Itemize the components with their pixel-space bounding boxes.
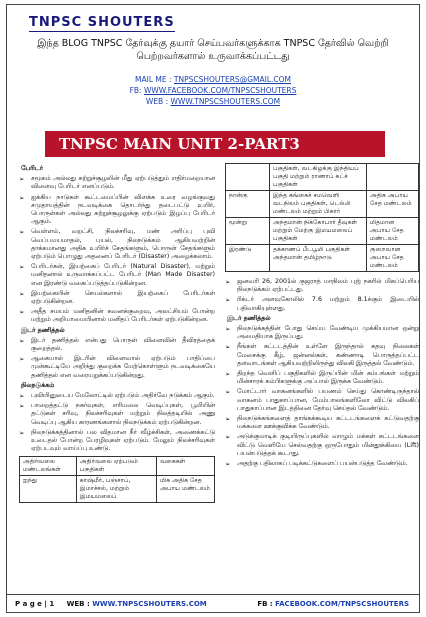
disaster-list [19, 175, 215, 324]
list-item: ➢ பாறைத்தட்டு நகர்வுகள், எரிமலை வெடிப்புகள், பூமியின் தட்டுகள் சரிவு, நிலச்சரிவுகள் மற்றும் நிலத்தடியில் அணு வெடிப்பு ஆகிய காரணங்களால் நிலநடுக்கம் ஏற்படுகின்றன. [19, 402, 215, 427]
table-cell: மிக அதிக சேத அபாய மண்டலம் [157, 475, 215, 502]
table-cell: அந்தமான் நிக்கோபார் தீவுகள் மற்றும் மேற்கு இமயமலைப் பகுதிகள் [270, 218, 367, 245]
table-cell [367, 164, 419, 191]
list-item: ➢ இயற்கையின் செயல்களால் இயற்கைப் பேரிடர்கள் ஏற்படுகின்றன. [19, 290, 215, 306]
footer-fb [257, 595, 409, 613]
earthquake-list [19, 392, 215, 453]
bhuj-facts-list [225, 278, 419, 313]
mitigation-list [19, 337, 215, 380]
web-link[interactable]: WWW.TNPSCSHOUTERS.COM [170, 97, 281, 106]
right-column [225, 163, 419, 470]
table-cell: மூன்று [226, 218, 270, 245]
list-item: ➢ மோட்டார் வாகனங்களில் பயணம் செய்து கொண்டிருந்தால் வாகனம் பாதுகாப்பான, மேம்பாலங்களிலோ விட்டு விலகிப் பாதுகாப்பான இடத்தினை தேர்வு செய்தல் வேண்டும். [225, 388, 419, 413]
section-heading-mitigation-2: இடர் தணித்தல் [227, 314, 271, 322]
table-header-cell: அதிர்வலை ஏற்படும் பகுதிகள் [76, 456, 156, 475]
footer-fb-link[interactable]: FACEBOOK.COM/TNPSCSHOUTERS [275, 600, 409, 608]
list-item: ➢ ஐக்கிய நாடுகள் கூட்டமைப்பின் விளக்க உரை வழங்குவது சமுதாயத்தின் நடவடிக்கை தொடர்ந்து தடைபட்டு உயிர், பொருள்கள் அல்லது சுற்றுச்சூழலுக்கு ஏற்படும் இழப்பு பேரிடர் ஆகும். [19, 194, 215, 227]
site-logo: TNPSC SHOUTERS [29, 15, 175, 30]
table-header-cell: அதிர்வலை மண்டலங்கள் [20, 456, 77, 475]
list-item: ➢ ஆகையால் இடரின் விளைவால் ஏற்படும் பாதிப்பை முன்கூட்டியே அறிந்து குறைக்க மேற்கொள்ளும் நடவடிக்கையே தணித்தல் என வரையறுக்கப்படுகின்றது. [19, 355, 215, 380]
list-item: ➢ ரிக்டர் அளவுகோலில் 7.6 மற்றும் 8.1க்கும் இடையில் பதிவாகியுள்ளது. [225, 296, 419, 312]
list-item: ➢ அதற்கு பதிலாகப் படிக்கட்டுகளைப் பயன்படுத்த வேண்டும். [225, 460, 419, 468]
fb-line [7, 86, 419, 95]
section-heading-disaster: பேரிடர் [21, 165, 43, 172]
table-cell: இந்த கங்கைச் சமவெளி வடநிலம் பகுதிகள், டெல்லி மண்டலம் மற்றும் பிகார் [270, 191, 367, 218]
page-header [7, 5, 419, 123]
page-footer [7, 594, 419, 612]
table-cell: நான்கு [226, 191, 270, 218]
earthquake-safety-list [225, 325, 419, 468]
fb-link[interactable]: WWW.FACEBOOK.COM/TNPSCSHOUTERS [143, 86, 297, 95]
table-cell: ஐந்து [20, 475, 77, 502]
list-item: ➢ நிலநடுக்கத்தின் போது செய்ய வேண்டிய முக்கியமான ஒன்று அமைதியாக இருப்பது. [225, 325, 419, 341]
table-header-row [20, 456, 215, 475]
table-row [226, 164, 419, 191]
table-cell: தக்காணப் பீடபூமி பகுதிகள் அந்தமான் தமிழ்நாடு [270, 245, 367, 272]
list-item: ➢ நிலநடுக்கங்களைத் தாங்கக்கூடிய கட்டடங்களைக் கட்டுவதற்கு மக்களை ஊக்குவிக்க வேண்டும். [225, 415, 419, 431]
table-cell: காஷ்மீர், பஞ்சாப், இமாச்சல், மற்றும் இமயமலைப் [76, 475, 156, 502]
header-tagline: இந்த BLOG TNPSC தேர்வுக்கு தயார் செய்பவர்களுக்காக TNPSC தேர்வில் வெற்றி பெற்றவர்களால் உருவாக்கப்பட்டது [37, 38, 389, 62]
page-number: P a g e | 1 [15, 600, 55, 608]
table-row [226, 218, 419, 245]
list-item: ➢ புவியினுடைய மேலோட்டில் ஏற்படும் அதிர்வே நடுக்கம் ஆகும். [19, 392, 215, 400]
list-item: ➢ அதீத சமயம் மனிதனின் கவனக்குறைவு, அலட்சியம் போன்ற மற்றும் அறியாமையினால் மனிதப் பேரிடர்கள் ஏற்படுகின்றன. [19, 308, 215, 324]
table-row [226, 191, 419, 218]
footer-fb-label: FB : [257, 600, 273, 608]
list-item: ➢ வெள்ளம், வறட்சி, நிலச்சரிவு, மண் அரிப்பு புவி வெப்பமயமாதல், புயல், நிலநடுக்கம் ஆகியவற்றின் தாக்கமானது அதிக உயிர்ச் சேதங்களும், பொருள் சேதங்களும் ஏற்படும் பொழுது அதனைப் பேரிடர் (Disaster) அழைக்கலாம். [19, 228, 215, 261]
table-cell: குறைவான அபாய சேத மண்டலம் [367, 245, 419, 272]
table-cell: இரண்டு [226, 245, 270, 272]
table-row [20, 475, 215, 502]
seismic-zone-table [19, 456, 215, 503]
footer-web-label: WEB : [66, 600, 90, 608]
web-line [7, 97, 419, 106]
unit-title-banner: TNPSC MAIN UNIT 2-PART3 [45, 131, 385, 157]
mail-line [7, 75, 419, 84]
table-cell: அதிக அபாய சேத மண்டலம் [367, 191, 419, 218]
list-item: ➢ நிலநடுக்கத்தினால் பல விதமான நீர் வீழ்ச்சிகள், அணைக்கட்டு உடைதல் போன்ற பேரழிவுகள் ஏற்படும். மேலும் நிலச்சரிவுகள் ஏற்படவும் வாய்ப்பு உண்டு. [19, 429, 215, 454]
table-cell: மிதமான அபாய சேத மண்டலம் [367, 218, 419, 245]
list-item: ➢ அடுக்குமாடிக் குடியிருப்புகளில் வாழும் மக்கள் கட்டடங்களை விட்டு வெளியே செல்வதற்கு ஒருபோதும் மின்தூக்கியை (Lift) பயன்படுத்தக் கூடாது. [225, 433, 419, 458]
footer-web-link[interactable]: WWW.TNPSCSHOUTERS.COM [92, 600, 207, 608]
table-header-cell: வகைகள் [157, 456, 215, 475]
list-item: ➢ திறந்த வெளிப் பகுதிகளில் இருப்பின் மின் கம்பங்கள் மற்றும் மின்சாரக் கம்பிகளுக்கு அப்பால் இருக்க வேண்டும். [225, 370, 419, 386]
fb-label: FB: [129, 86, 142, 95]
left-column [19, 163, 215, 503]
table-cell [226, 164, 270, 191]
list-item: ➢ பேரிடர்கள், இயற்கைப் பேரிடர் (Natural Disaster), மற்றும் மனிதனால் உருவாக்கப்பட்ட பேரிடர் (Man Made Disaster) என இரண்டு வகைப்படுத்தப்படுகின்றன. [19, 263, 215, 288]
list-item: ➢ இடர் தணித்தல் என்பது பொருள் விளைவின் தீவிரத்தைக் குறைத்தல். [19, 337, 215, 353]
table-cell: பகுதிகள், வடகிழக்கு இந்தியப் பகுதி மற்றும் ராணாப் கட்ச் பகுதிகள் [270, 164, 367, 191]
mail-link[interactable]: TNPSCSHOUTERS@GMAIL.COM [173, 75, 291, 84]
web-label: WEB : [145, 97, 169, 106]
document-page [6, 4, 420, 613]
list-item: ➢ ஜனவரி 26, 2001ல் குஜராத் மாநிலம் புஜ் நகரில் மிகப்பெரிய நிலநடுக்கம் ஏற்பட்டது. [225, 278, 419, 294]
seismic-zone-table-continued [225, 163, 419, 272]
table-row [226, 245, 419, 272]
mail-label: MAIL ME : [135, 75, 172, 84]
list-item: ➢ நீங்கள் கட்டடத்தின் உள்ளே இருந்தால் கதவு நிலைகள் மேசைக்கு கீழ், ஜன்னல்கள், கண்ணாடி பொருத்தப்பட்ட தளவாடங்கள் ஆகியவற்றிலிருந்து விலகி இருத்தல் வேண்டும். [225, 343, 419, 368]
section-heading-earthquake: நிலநடுக்கம் [21, 381, 55, 389]
footer-web [67, 600, 207, 608]
list-item: ➢ சமூகம் அல்லது சுற்றுச்சூழலின் மீது ஏற்படுத்தும் எதிர்மறையான விளைவு பேரிடர் எனப்படும். [19, 175, 215, 191]
section-heading-mitigation: இடர் தணித்தல் [21, 326, 65, 334]
